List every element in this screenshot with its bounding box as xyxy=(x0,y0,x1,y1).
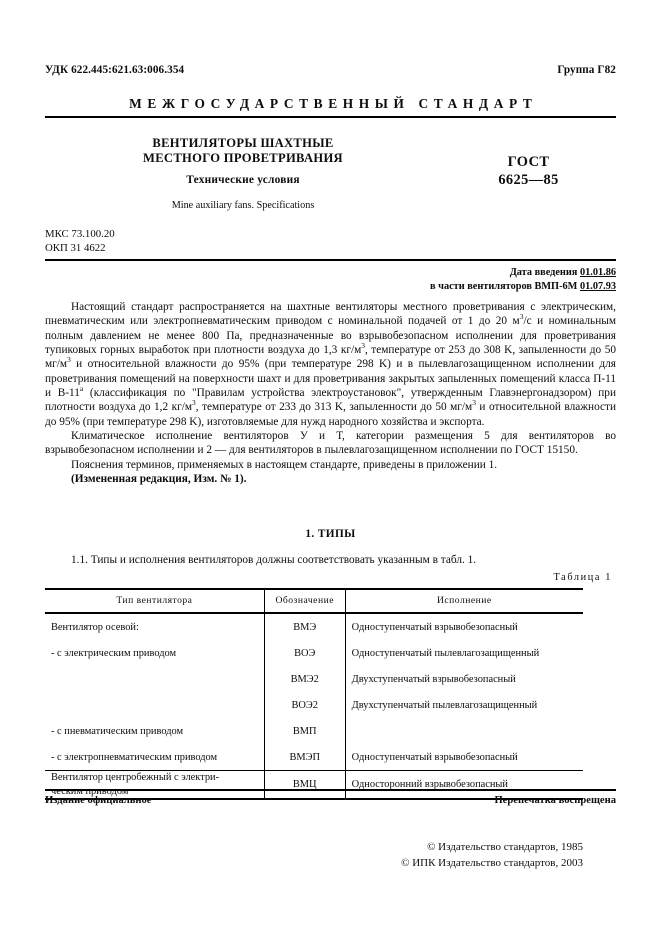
cell-designation: ВМП xyxy=(264,718,345,744)
types-table-body xyxy=(45,613,583,799)
standard-banner: МЕЖГОСУДАРСТВЕННЫЙ СТАНДАРТ xyxy=(45,96,616,118)
introduction-date-vmp-value: 01.07.93 xyxy=(579,280,616,292)
body-paragraph-1: Настоящий стандарт распространяется на шахтные вентиляторы местного проветривания с электрическим, пневматическим или электропневматическим приводом с номинальной подачей от 1 до 20 $м^3/с$ и номинальным полным давлением не менее 800 Па, предназначенные во взрывобезопасном исполнении для проветривания тупиковых горных выработок при плотности воздуха до 1,3 $кг/м^3$, температуре от 253 до 308 K, запыленности до 50 $мг/м^3$ и относительной влажности до 95% (при температуре 298 K) и в пылевлагозащищенном исполнении для проветривания помещений на поверхности шахт и для проветривания закрытых запыленных помещений класса П-11 и $В-11^а$ (классификация по "Правилам устройства электроустановок", утвержденным Главэнергонадзором) при плотности воздуха до 1,2 $кг/м^3$, температуре от 233 до 313 K, запыленности до 50 $мг/м^3$ и относительной влажности до 95% (при температуре 298 K), изготовляемые для нужд народного хозяйства и экспорта. xyxy=(45,301,617,428)
cell-type: - с электрическим приводом xyxy=(45,640,264,666)
cell-execution: Одноступенчатый пылевлагозащищенный xyxy=(351,647,540,659)
introduction-date-block xyxy=(45,266,616,293)
table-row xyxy=(45,718,583,744)
footer-divider-rule xyxy=(45,789,616,791)
header-divider-rule xyxy=(45,259,616,261)
copyright-line-1: © Издательство стандартов, 1985 xyxy=(427,841,583,853)
body-text xyxy=(45,300,616,486)
cell-execution: Двухступенчатый пылевлагозащищенный xyxy=(351,699,538,711)
document-subtitle: Технические условия xyxy=(186,174,300,186)
footer-reprint-notice: Перепечатка воспрещена xyxy=(494,795,616,806)
document-title-line2: МЕСТНОГО ПРОВЕТРИВАНИЯ xyxy=(143,151,343,165)
cell-type: Вентилятор осевой: xyxy=(45,613,264,640)
title-block xyxy=(45,136,616,216)
copyright-block xyxy=(45,840,583,871)
column-header-execution: Исполнение xyxy=(345,589,583,613)
introduction-date-vmp-line xyxy=(45,280,616,294)
cell-designation: ВМЭ xyxy=(264,613,345,640)
document-title-english: Mine auxiliary fans. Specifications xyxy=(171,200,315,211)
cell-execution: Одноступенчатый взрывобезопасный xyxy=(351,621,518,633)
body-paragraph-2: Климатическое исполнение вентиляторов У и Т, категории размещения 5 для вентиляторов во взрывобезопасном исполнении и 2 — для вентиляторов в пылевлагозащищенном исполнении по ГОСТ 15150. xyxy=(45,430,616,457)
group-code: Группа Г82 xyxy=(557,64,616,76)
copyright-line-2: © ИПК Издательство стандартов, 2003 xyxy=(401,856,583,869)
document-header xyxy=(45,64,616,76)
column-header-type: Тип вентилятора xyxy=(45,589,264,613)
section-heading-types: 1. ТИПЫ xyxy=(305,528,356,540)
cell-execution xyxy=(345,718,583,744)
types-table xyxy=(45,588,583,800)
table-row xyxy=(45,692,583,718)
cell-type xyxy=(45,692,264,718)
gost-number-block xyxy=(441,154,616,189)
cell-designation: ВМЭП xyxy=(264,744,345,771)
cell-execution: Односторонний взрывобезопасный xyxy=(345,771,583,800)
table-row xyxy=(45,666,583,692)
cell-type: - с электропневматическим приводом xyxy=(45,744,264,771)
table-row xyxy=(45,613,583,640)
introduction-date-line xyxy=(45,266,616,280)
document-title xyxy=(45,136,441,166)
cell-designation: ВОЭ xyxy=(264,640,345,666)
table-caption: Таблица 1 xyxy=(553,572,612,583)
cell-type-line2: ческим приводом xyxy=(51,785,129,797)
body-paragraph-4: (Измененная редакция, Изм. № 1). xyxy=(71,473,247,486)
cell-designation: ВМЦ xyxy=(264,771,345,800)
cell-type-line1: Вентилятор центробежный с электри- xyxy=(51,772,220,783)
cell-execution: Двухступенчатый взрывобезопасный xyxy=(351,673,516,685)
types-table-header-row xyxy=(45,589,583,613)
cell-type xyxy=(45,666,264,692)
introduction-date-label: Дата введения xyxy=(509,267,578,278)
introduction-date-value: 01.01.86 xyxy=(579,267,616,278)
table-row xyxy=(45,640,583,666)
footer-row xyxy=(45,795,616,806)
clause-1-1: 1.1. Типы и исполнения вентиляторов должны соответствовать указанным в табл. 1. xyxy=(71,554,477,566)
body-paragraph-3: Пояснения терминов, применяемых в настоящем стандарте, приведены в приложении 1. xyxy=(71,458,498,471)
cell-execution: Одноступенчатый взрывобезопасный xyxy=(345,744,583,771)
mks-code: МКС 73.100.20 xyxy=(45,228,115,240)
column-header-designation: Обозначение xyxy=(264,589,345,613)
gost-number: 6625—85 xyxy=(498,171,559,188)
introduction-date-vmp-label: в части вентиляторов ВМП-6М xyxy=(430,280,578,292)
cell-type: - с пневматическим приводом xyxy=(45,718,264,744)
footer-official-edition: Издание официальное xyxy=(45,795,152,806)
types-table-wrapper xyxy=(45,588,583,800)
document-title-line1: ВЕНТИЛЯТОРЫ ШАХТНЫЕ xyxy=(152,136,334,150)
cell-designation: ВОЭ2 xyxy=(264,692,345,718)
okp-code: ОКП 31 4622 xyxy=(45,241,106,254)
cell-designation: ВМЭ2 xyxy=(264,666,345,692)
classifier-codes xyxy=(45,228,115,255)
table-row xyxy=(45,744,583,771)
udk-code: УДК 622.445:621.63:006.354 xyxy=(45,64,185,76)
types-table-head xyxy=(45,589,583,613)
gost-label: ГОСТ xyxy=(507,154,550,170)
